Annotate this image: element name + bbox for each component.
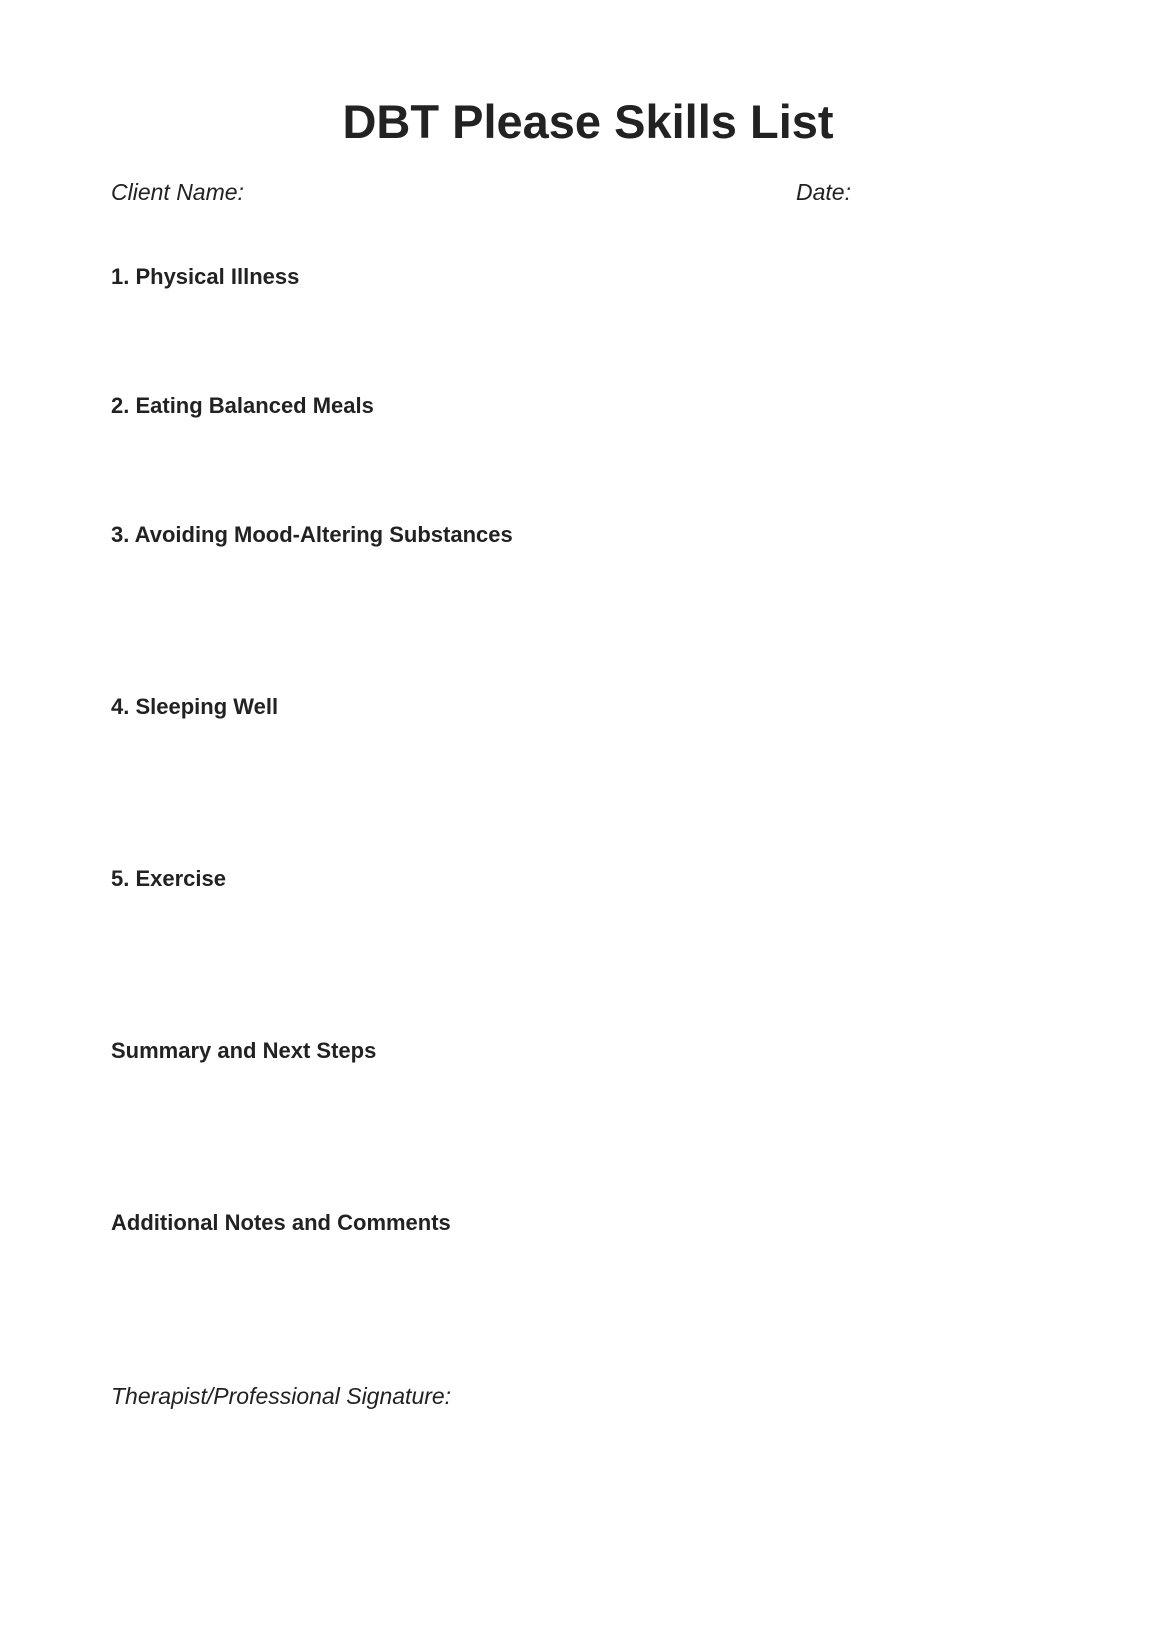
section-heading-exercise: 5. Exercise: [111, 866, 226, 891]
client-name-label: Client Name:: [111, 179, 244, 205]
section-heading-eating-balanced-meals: 2. Eating Balanced Meals: [111, 393, 374, 418]
section-heading-avoiding-substances: 3. Avoiding Mood-Altering Substances: [111, 522, 513, 547]
section-heading-summary-next-steps: Summary and Next Steps: [111, 1038, 377, 1063]
section-heading-physical-illness: 1. Physical Illness: [111, 264, 300, 289]
section-heading-additional-notes: Additional Notes and Comments: [111, 1210, 451, 1235]
page-title: DBT Please Skills List: [342, 95, 834, 148]
signature-label: Therapist/Professional Signature:: [111, 1383, 452, 1409]
section-heading-sleeping-well: 4. Sleeping Well: [111, 694, 279, 719]
date-label: Date:: [796, 179, 851, 205]
